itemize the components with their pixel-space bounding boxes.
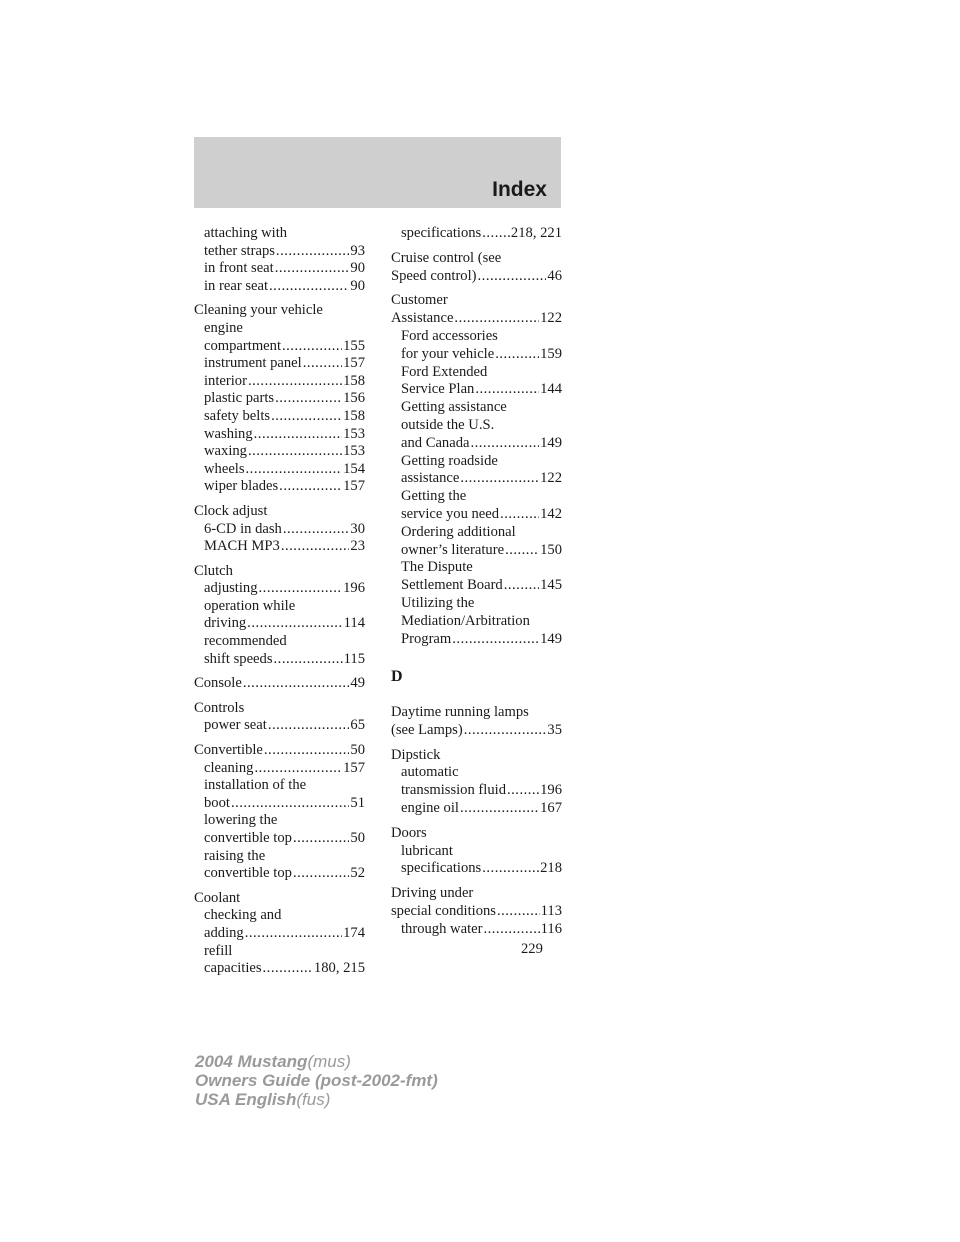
dot-leader	[274, 651, 343, 669]
index-term: washing	[204, 425, 253, 442]
index-page-ref: 167	[540, 799, 562, 816]
index-page-ref: 159	[540, 345, 562, 362]
index-term: in front seat	[204, 260, 274, 277]
document-footer	[195, 1052, 438, 1109]
dot-leader	[497, 903, 540, 921]
index-term: refill	[204, 942, 233, 959]
index-subentry-line	[391, 843, 562, 861]
index-term: lubricant	[401, 842, 453, 859]
index-page-ref: 23	[350, 538, 365, 555]
dot-leader	[279, 478, 342, 496]
index-term: instrument panel	[204, 355, 302, 372]
index-subentry-line	[194, 943, 365, 961]
dot-leader	[248, 443, 342, 461]
index-term: raising the	[204, 847, 266, 864]
index-page-ref: 156	[343, 390, 365, 407]
dot-leader	[264, 742, 350, 760]
index-term: capacities	[204, 960, 262, 977]
index-subentry-line	[391, 364, 562, 382]
index-term: convertible top	[204, 865, 292, 882]
index-term: convertible top	[204, 830, 292, 846]
index-term: boot	[204, 794, 230, 811]
index-term: in rear seat	[204, 277, 269, 294]
index-subentry-line	[391, 764, 562, 782]
index-subentry-line	[391, 470, 562, 488]
index-term: for your vehicle	[401, 345, 495, 362]
dot-leader	[504, 577, 539, 595]
index-term: through water	[401, 920, 483, 937]
index-entry	[391, 250, 562, 286]
index-entry-line	[194, 675, 365, 693]
index-term: Program	[401, 630, 452, 647]
index-term: Coolant	[194, 889, 241, 906]
index-page-ref: 153	[343, 425, 365, 442]
index-subentry-line	[194, 538, 365, 556]
index-term: Settlement Board	[401, 577, 503, 594]
index-subentry-line	[194, 925, 365, 943]
index-subentry-line	[194, 390, 365, 408]
index-subentry-line	[194, 633, 365, 651]
index-term: Ford accessories	[401, 327, 498, 344]
index-term: transmission fluid	[401, 782, 506, 799]
index-subentry-line	[391, 328, 562, 346]
index-subentry-line	[194, 795, 365, 813]
index-entry-line	[391, 292, 562, 310]
index-entry	[194, 890, 365, 978]
index-subentry-line	[391, 488, 562, 506]
index-entry-line	[194, 700, 365, 718]
index-page-ref: 49	[350, 675, 365, 692]
dot-leader	[293, 865, 349, 883]
dot-leader	[483, 921, 539, 939]
index-entry-line	[391, 722, 562, 740]
index-subentry-line	[194, 521, 365, 539]
index-term: tether straps	[204, 242, 275, 259]
index-term: Dipstick	[391, 746, 441, 763]
index-term: installation of the	[204, 777, 307, 794]
index-subentry-line	[194, 812, 365, 830]
index-term: Daytime running lamps	[391, 703, 529, 720]
index-term: driving	[204, 615, 247, 632]
dot-leader	[452, 631, 539, 649]
index-subentry-line	[194, 260, 365, 278]
dot-leader	[281, 538, 350, 556]
index-subentry-line	[391, 435, 562, 453]
index-term: wheels	[204, 460, 245, 477]
index-entry	[391, 292, 562, 648]
index-page-ref: 196	[540, 782, 562, 799]
index-subentry-line	[194, 777, 365, 795]
dot-leader	[245, 925, 342, 943]
index-subentry-line	[391, 860, 562, 878]
index-entry-line	[391, 885, 562, 903]
index-term: Cruise control (see	[391, 249, 502, 266]
index-entry-line	[391, 268, 562, 286]
index-entry	[391, 885, 562, 938]
dot-leader	[293, 830, 349, 848]
index-entry-line	[391, 250, 562, 268]
index-subentry-line	[194, 760, 365, 778]
index-term: Speed control)	[391, 267, 477, 284]
index-subentry-line	[194, 907, 365, 925]
index-page-ref: 90	[350, 277, 365, 294]
index-term: (see Lamps)	[391, 721, 463, 738]
dot-leader	[271, 408, 342, 426]
index-entry-line	[194, 890, 365, 908]
index-entry-line	[391, 903, 562, 921]
index-subentry-line	[391, 524, 562, 542]
index-subentry-line	[194, 338, 365, 356]
index-term: special conditions	[391, 902, 496, 919]
index-term: specifications	[401, 860, 482, 877]
index-page-ref: 113	[540, 902, 562, 919]
dot-leader	[303, 355, 342, 373]
index-page-ref: 50	[350, 742, 365, 759]
dot-leader	[268, 717, 350, 735]
index-term: compartment	[204, 337, 281, 354]
index-term: Controls	[194, 699, 245, 716]
index-page-ref: 52	[350, 865, 365, 882]
index-term: engine oil	[401, 799, 459, 816]
dot-leader	[482, 860, 539, 878]
index-subentry-line	[194, 960, 365, 978]
dot-leader	[454, 310, 539, 328]
index-term: Ordering additional	[401, 523, 516, 540]
dot-leader	[254, 760, 342, 778]
index-entry	[391, 825, 562, 878]
index-entry-line	[194, 563, 365, 581]
section-title: Index	[492, 178, 547, 201]
index-term: Doors	[391, 824, 427, 841]
index-page-ref: 218, 221	[510, 225, 562, 241]
dot-leader	[275, 260, 350, 278]
index-subentry-line	[194, 865, 365, 883]
index-page-ref: 174	[343, 924, 365, 941]
index-page-ref: 122	[540, 310, 562, 327]
index-subentry-line	[194, 408, 365, 426]
index-page-ref: 218	[540, 860, 562, 877]
dot-leader	[282, 338, 342, 356]
index-subentry-line	[194, 830, 365, 848]
index-term: wiper blades	[204, 478, 279, 495]
index-entry	[194, 700, 365, 735]
index-entry-line	[391, 704, 562, 722]
index-subentry-line	[391, 782, 562, 800]
dot-leader	[283, 521, 350, 539]
dot-leader	[505, 542, 539, 560]
dot-leader	[248, 373, 342, 391]
index-term: recommended	[204, 633, 287, 650]
index-page-ref: 155	[343, 337, 365, 354]
index-page-ref: 157	[343, 355, 365, 372]
index-subentry-line	[194, 478, 365, 496]
index-term: Console	[194, 675, 242, 692]
index-subentry-line	[194, 225, 365, 243]
dot-leader	[263, 960, 313, 978]
dot-leader	[254, 426, 342, 444]
index-page-ref: 158	[343, 372, 365, 389]
index-term: Cleaning your vehicle	[194, 302, 323, 319]
index-page-ref: 65	[350, 717, 365, 734]
index-page-ref: 149	[540, 434, 562, 451]
index-page-ref: 46	[547, 267, 562, 284]
dot-leader	[470, 435, 539, 453]
index-subentry-line	[391, 800, 562, 818]
index-page-ref: 122	[540, 470, 562, 487]
index-page-ref: 180, 215	[313, 960, 365, 977]
dot-leader	[275, 390, 342, 408]
index-entry	[391, 747, 562, 818]
footer-line-1: 2004 Mustang(mus)	[195, 1052, 351, 1071]
index-entry-line	[194, 503, 365, 521]
index-subentry-line	[391, 542, 562, 560]
index-term: attaching with	[204, 225, 288, 241]
index-term: outside the U.S.	[401, 416, 495, 433]
index-term: Getting the	[401, 488, 467, 505]
index-term: shift speeds	[204, 650, 273, 667]
index-term: owner’s literature	[401, 541, 505, 558]
index-page-ref: 157	[343, 759, 365, 776]
index-term: adjusting	[204, 580, 258, 597]
index-subentry-line	[391, 346, 562, 364]
index-subentry-line	[194, 443, 365, 461]
index-page-ref: 93	[350, 242, 365, 259]
index-entry-line	[194, 742, 365, 760]
index-term: safety belts	[204, 407, 271, 424]
index-term: Getting assistance	[401, 399, 507, 416]
index-subentry-line	[194, 320, 365, 338]
index-subentry-line	[194, 278, 365, 296]
index-subentry-line	[194, 717, 365, 735]
index-term: Driving under	[391, 885, 474, 902]
index-term: Getting roadside	[401, 452, 498, 469]
index-subentry-line	[391, 631, 562, 649]
index-subentry-line	[391, 399, 562, 417]
dot-leader	[464, 722, 547, 740]
index-term: Convertible	[194, 742, 263, 759]
index-entry	[391, 704, 562, 740]
index-term: automatic	[401, 764, 459, 781]
index-page-ref: 142	[540, 505, 562, 522]
dot-leader	[482, 225, 510, 243]
index-term: Mediation/Arbitration	[401, 612, 530, 629]
index-page-ref: 158	[343, 407, 365, 424]
index-page-ref: 90	[350, 260, 365, 277]
index-term: Service Plan	[401, 381, 475, 398]
index-entry	[194, 302, 365, 496]
index-page-ref: 157	[343, 478, 365, 495]
dot-leader	[500, 506, 539, 524]
index-subentry-line	[194, 848, 365, 866]
index-subentry-line	[391, 506, 562, 524]
index-term: Customer	[391, 292, 448, 309]
index-page-ref: 115	[343, 650, 365, 667]
index-term: Ford Extended	[401, 363, 488, 380]
dot-leader	[475, 381, 539, 399]
index-entry-line	[194, 302, 365, 320]
index-page-ref: 50	[350, 830, 365, 846]
index-term: Clutch	[194, 562, 233, 579]
index-page-ref: 149	[540, 630, 562, 647]
index-subentry-line	[194, 461, 365, 479]
index-term: plastic parts	[204, 390, 275, 407]
index-subentry-line	[194, 243, 365, 261]
index-subentry-line	[391, 559, 562, 577]
index-term: Assistance	[391, 310, 454, 327]
index-subentry-line	[391, 381, 562, 399]
index-page-ref: 144	[540, 381, 562, 398]
page-number: 229	[521, 941, 543, 957]
index-letter-heading: D	[391, 668, 403, 686]
dot-leader	[246, 461, 343, 479]
dot-leader	[247, 615, 342, 633]
index-term: MACH MP3	[204, 538, 280, 555]
index-entry	[391, 225, 562, 243]
index-page-ref: 150	[540, 541, 562, 558]
index-entry	[194, 563, 365, 669]
index-subentry-line	[194, 580, 365, 598]
index-term: power seat	[204, 717, 267, 734]
index-term: 6-CD in dash	[204, 520, 282, 537]
index-term: Utilizing the	[401, 594, 475, 611]
index-entry-line	[391, 825, 562, 843]
index-subentry-line	[194, 598, 365, 616]
index-term: assistance	[401, 470, 460, 487]
dot-leader	[507, 782, 539, 800]
index-term: interior	[204, 372, 247, 389]
index-subentry-line	[391, 577, 562, 595]
index-entry	[194, 503, 365, 556]
index-term: and Canada	[401, 434, 470, 451]
index-term: Clock adjust	[194, 502, 268, 519]
dot-leader	[460, 470, 539, 488]
footer-line-3: USA English(fus)	[195, 1090, 331, 1109]
index-page-ref: 30	[350, 520, 365, 537]
index-column-right	[391, 225, 562, 938]
dot-leader	[495, 346, 539, 364]
index-term: service you need	[401, 505, 500, 522]
index-term: operation while	[204, 597, 296, 614]
index-entry-line	[391, 310, 562, 328]
footer-line-2: Owners Guide (post-2002-fmt)	[195, 1071, 438, 1090]
index-page-ref: 116	[540, 920, 562, 937]
dot-leader	[259, 580, 343, 598]
index-entry	[194, 675, 365, 693]
dot-leader	[243, 675, 350, 693]
index-page-ref: 114	[343, 615, 365, 632]
index-entry	[194, 742, 365, 883]
index-term: lowering the	[204, 812, 278, 829]
index-subentry-line	[391, 225, 562, 243]
dot-leader	[460, 800, 539, 818]
index-page-ref: 153	[343, 443, 365, 460]
index-page-ref: 196	[343, 580, 365, 597]
index-subentry-line	[391, 453, 562, 471]
dot-leader	[269, 278, 349, 296]
index-entry	[194, 225, 365, 295]
index-subentry-line	[194, 426, 365, 444]
index-subentry-line	[194, 651, 365, 669]
dot-leader	[478, 268, 547, 286]
index-subentry-line	[391, 595, 562, 613]
index-subentry-line	[391, 921, 562, 939]
index-subentry-line	[194, 373, 365, 391]
index-page-ref: 154	[343, 460, 365, 477]
index-subentry-line	[194, 615, 365, 633]
index-term: engine	[204, 319, 243, 336]
index-page-ref: 145	[540, 577, 562, 594]
index-subentry-line	[194, 355, 365, 373]
index-term: The Dispute	[401, 559, 473, 576]
index-entry-line	[391, 747, 562, 765]
index-page-ref: 35	[547, 721, 562, 738]
index-subentry-line	[391, 417, 562, 435]
index-term: checking and	[204, 907, 282, 924]
section-header	[194, 137, 561, 208]
index-column-left	[194, 225, 365, 978]
index-term: waxing	[204, 443, 247, 460]
index-term: specifications	[401, 225, 482, 241]
index-term: cleaning	[204, 759, 254, 776]
dot-leader	[276, 243, 349, 261]
index-page-ref: 51	[350, 794, 365, 811]
index-subentry-line	[391, 613, 562, 631]
dot-leader	[231, 795, 349, 813]
index-term: adding	[204, 924, 244, 941]
